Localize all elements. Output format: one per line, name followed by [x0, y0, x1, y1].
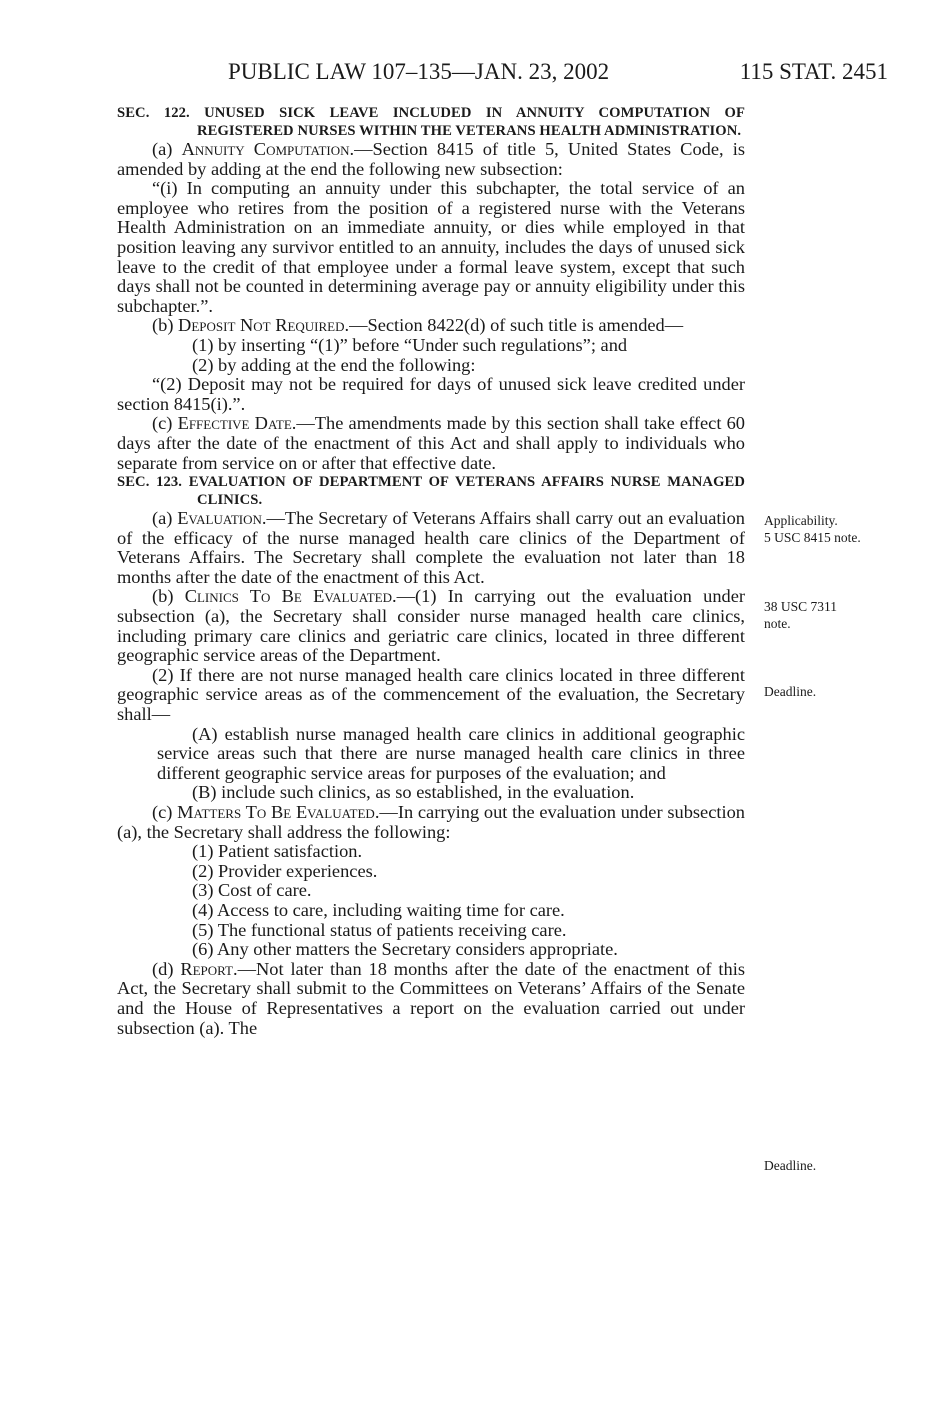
sec122-b1: (1) by inserting “(1)” before “Under such regulations”; and [192, 334, 628, 355]
sec123-c-item: (4) Access to care, including waiting time for care. [192, 899, 565, 920]
sec123-c-item: (6) Any other matters the Secretary considers appropriate. [192, 939, 618, 960]
sec122-b-label: (b) [152, 315, 179, 336]
sec122-b-text: .—Section 8422(d) of such title is amended— [344, 315, 684, 336]
sec123-d-label: (d) [152, 958, 181, 979]
margin-usc-8415-text: 5 USC 8415 note. [764, 530, 861, 545]
sec122-a-text: .—Section 8415 of title 5, United States Code, is amended by adding at the end the following new subsection: [117, 139, 746, 179]
sec122-b-caption: Deposit Not Required [178, 315, 345, 336]
sec123-subsection-c [117, 803, 745, 842]
sec123-c-text: .—In carrying out the evaluation under subsection (a), the Secretary shall address the following: [117, 802, 745, 842]
sec123-d-text: .—Not later than 18 months after the date of the enactment of this Act, the Secretary shall submit to the Committees on Veterans’ Affairs of the Senate and the House of Representatives a report on the evaluation carried out under subsection (a). The [117, 958, 745, 1038]
sec123-c-item: (3) Cost of care. [192, 880, 312, 901]
margin-applicability-text: Applicability. [764, 513, 838, 528]
running-header [228, 58, 888, 86]
sec123-a-caption: Evaluation [177, 508, 262, 529]
margin-note-applicability [764, 512, 944, 546]
sec122-a-caption: Annuity Computation [181, 139, 350, 159]
margin-note-deadline-2: Deadline. [764, 1158, 817, 1173]
sec123-c-item: (2) Provider experiences. [192, 860, 378, 881]
margin-note-deadline-1: Deadline. [764, 684, 817, 699]
section-123-heading: SEC. 123. EVALUATION OF DEPARTMENT OF VETERANS AFFAIRS NURSE MANAGED CLINICS. [117, 474, 745, 509]
sec123-d-caption: Report [180, 958, 233, 979]
sec123-a-text: .—The Secretary of Veterans Affairs shall carry out an evaluation of the efficacy of the nurse managed health care clinics of the Department of Veterans Affairs. The Secretary shall complete the evaluation not later than 18 months after the date of the enactment of this Act. [117, 508, 745, 587]
sec123-subsection-a [117, 509, 745, 587]
sec123-a-label: (a) [152, 508, 178, 529]
sec123-subsection-d [117, 960, 745, 1038]
margin-usc-7311-line2: note. [764, 616, 791, 631]
sec122-c-caption: Effective Date [177, 413, 292, 434]
sec123-c-label: (c) [152, 802, 178, 822]
sec122-subsection-c [117, 414, 745, 473]
sec123-b-caption: Clinics To Be Evaluated [184, 586, 393, 607]
margin-usc-7311-line1: 38 USC 7311 [764, 599, 838, 614]
sec122-c-text: .—The amendments made by this section shall take effect 60 days after the date of the enactment of this Act and shall apply to individuals who separate from service on or after that effective date. [117, 413, 745, 473]
sec123-b-text: .—(1) In carrying out the evaluation under subsection (a), the Secretary shall consider nurse managed health care clinics, including primary care clinics and geriatric care clinics, located in three different geographic service areas of the Department. [117, 586, 746, 666]
sec122-subsection-a [117, 140, 745, 179]
sec123-bB: (B) include such clinics, as so established, in the evaluation. [192, 782, 635, 803]
sec123-c-item: (5) The functional status of patients receiving care. [192, 919, 567, 940]
header-title: PUBLIC LAW 107–135—JAN. 23, 2002 [228, 59, 610, 84]
sec122-a-quote: “(i) In computing an annuity under this subchapter, the total service of an employee who retires from the position of a registered nurse with the Veterans Health Administration on an immediate annuity, or dies while employed in that position leaving any survivor entitled to an annuity, includes the days of unused sick leave to the credit of that employee under a formal leave system, except that such days shall not be counted in determining average pay or annuity eligibility under this subchapter.”. [117, 178, 745, 316]
sec122-a-label: (a) [152, 139, 182, 159]
sec122-b-quote: “(2) Deposit may not be required for days of unused sick leave credited under section 8415(i).”. [117, 374, 745, 414]
sec122-b2: (2) by adding at the end the following: [192, 354, 476, 375]
sec123-bA: (A) establish nurse managed health care clinics in additional geographic service areas such that there are nurse managed health care clinics in three different geographic service areas for purposes of the evaluation; and [157, 723, 745, 783]
sec123-c-caption: Matters To Be Evaluated [177, 802, 375, 822]
sec123-b-label: (b) [152, 586, 185, 607]
main-text [117, 104, 745, 1038]
margin-note-usc-7311 [764, 598, 944, 632]
sec123-b2: (2) If there are not nurse managed health care clinics located in three different geographic service areas as of the commencement of the evaluation, the Secretary shall— [117, 664, 745, 725]
sec123-subsection-b [117, 587, 745, 665]
section-122-heading: SEC. 122. UNUSED SICK LEAVE INCLUDED IN ANNUITY COMPUTATION OF REGISTERED NURSES WITHIN THE VETERANS HEALTH ADMINISTRATION. [117, 105, 745, 139]
sec123-c-item: (1) Patient satisfaction. [192, 841, 363, 862]
sec122-c-label: (c) [152, 413, 178, 434]
header-stat-page: 115 STAT. 2451 [739, 59, 888, 84]
sec122-subsection-b [117, 316, 745, 336]
